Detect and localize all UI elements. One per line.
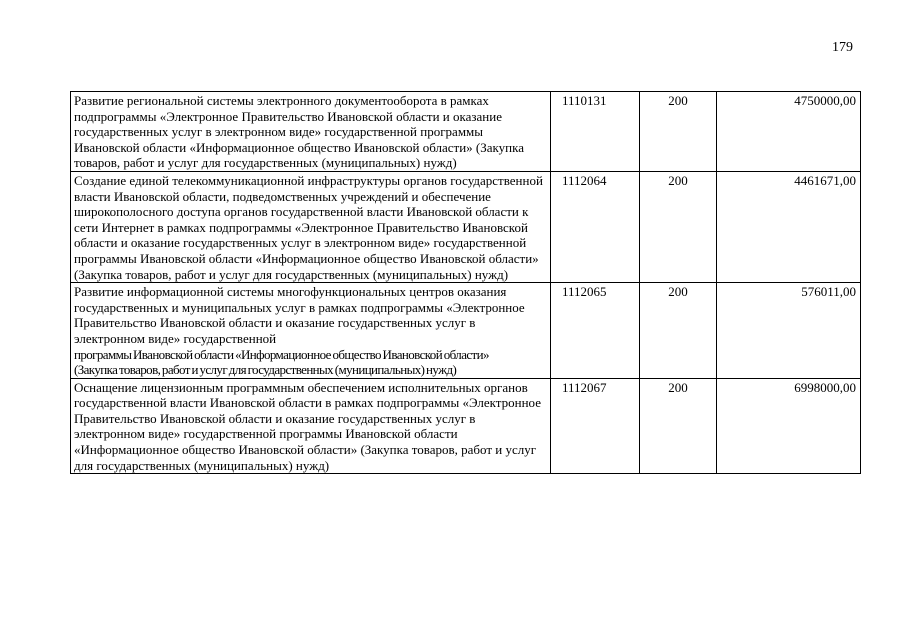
row-amount: 576011,00 xyxy=(717,283,861,379)
budget-table xyxy=(70,91,861,474)
table-row xyxy=(71,171,861,282)
row-target-code: 1112067 xyxy=(551,378,640,474)
row-description-condensed-line: (Закупка товаров, работ и услуг для государственных (муниципальных) нужд) xyxy=(74,362,457,378)
row-description: Оснащение лицензионным программным обеспечением исполнительных органов государственной власти Ивановской области в рамках подпрограммы «Электронное Правительство Ивановской области и оказание государственных услуг в электронном виде» государственной программы Ивановской области «Информационное общество Ивановской области» (Закупка товаров, работ и услуг для государственных (муниципальных) нужд) xyxy=(71,378,551,474)
row-amount: 4750000,00 xyxy=(717,92,861,172)
row-amount: 6998000,00 xyxy=(717,378,861,474)
table-row xyxy=(71,92,861,172)
row-expense-type: 200 xyxy=(640,171,717,282)
row-expense-type: 200 xyxy=(640,378,717,474)
row-target-code: 1112065 xyxy=(551,283,640,379)
table-row xyxy=(71,378,861,474)
row-target-code: 1110131 xyxy=(551,92,640,172)
row-amount: 4461671,00 xyxy=(717,171,861,282)
table-row xyxy=(71,283,861,379)
row-description-cell xyxy=(71,283,551,379)
row-expense-type: 200 xyxy=(640,283,717,379)
row-expense-type: 200 xyxy=(640,92,717,172)
row-description-condensed-line: программы Ивановской области «Информационное общество Ивановской области» xyxy=(74,346,489,362)
row-description: Создание единой телекоммуникационной инфраструктуры органов государственной власти Ивановской области, подведомственных учреждений и обеспечение широкополосного доступа органов государственной власти Ивановской области к сети Интернет в рамках подпрограммы «Электронное Правительство Ивановской области и оказание государственных услуг в электронном виде» государственной программы Ивановской области «Информационное общество Ивановской области» (Закупка товаров, работ и услуг для государственных (муниципальных) нужд) xyxy=(71,171,551,282)
row-description: Развитие информационной системы многофункциональных центров оказания государственных и муниципальных услуг в рамках подпрограммы «Электронное Правительство Ивановской области и оказание государственных услуг в электронном виде» государственной xyxy=(74,284,525,346)
row-description: Развитие региональной системы электронного документооборота в рамках подпрограммы «Электронное Правительство Ивановской области и оказание государственных услуг в электронном виде» государственной программы Ивановской области «Информационное общество Ивановской области» (Закупка товаров, работ и услуг для государственных (муниципальных) нужд) xyxy=(71,92,551,172)
row-target-code: 1112064 xyxy=(551,171,640,282)
page-number: 179 xyxy=(832,40,853,55)
